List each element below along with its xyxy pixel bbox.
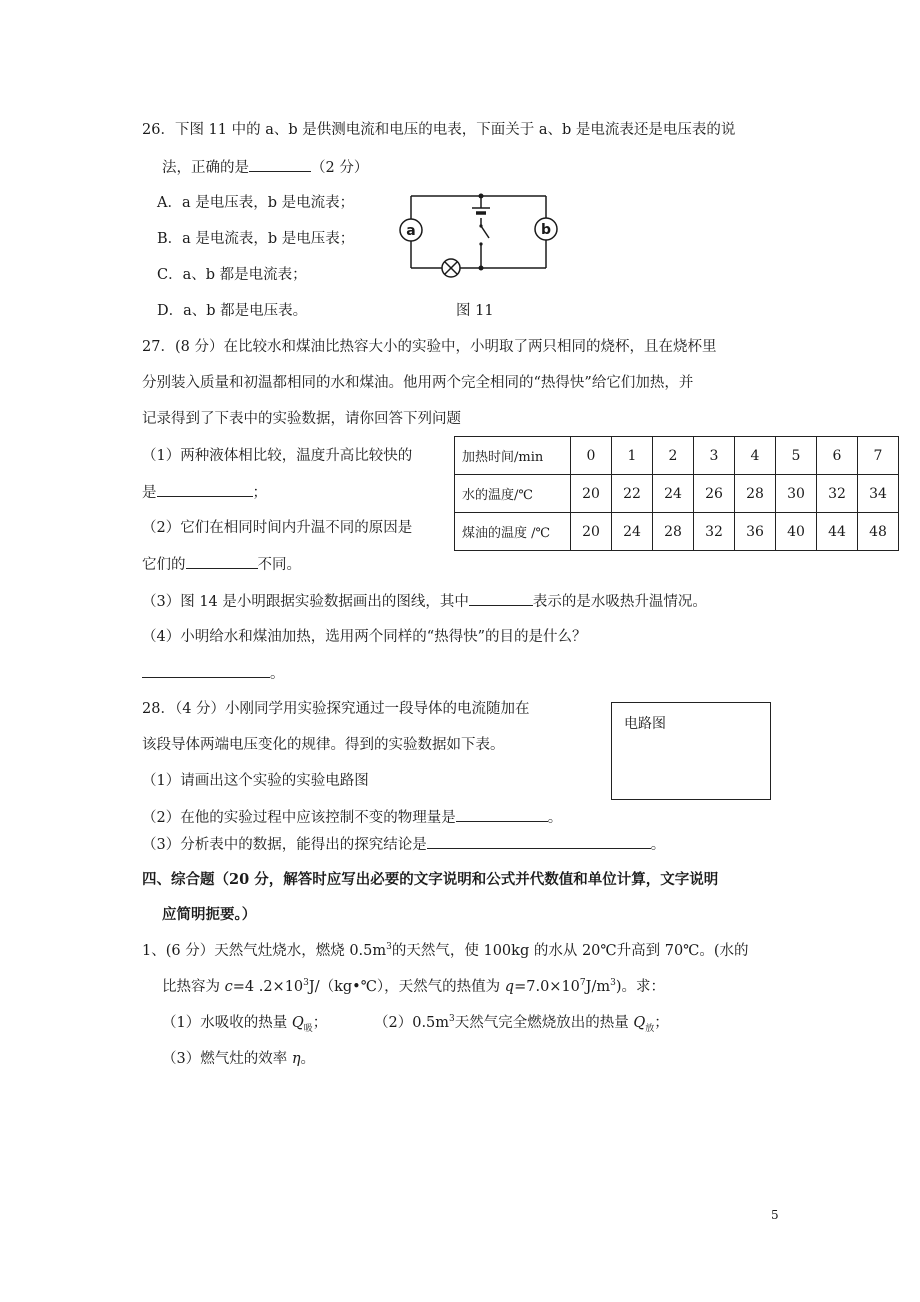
table-cell: 32: [694, 513, 735, 551]
table-cell: 24: [653, 475, 694, 513]
table-row-label: 加热时间/min: [455, 437, 571, 475]
meter-a-label: a: [406, 223, 416, 239]
junction-dot-bottom: [479, 266, 484, 271]
q28-part2-blank[interactable]: [456, 807, 548, 822]
table-cell: 28: [735, 475, 776, 513]
problem1-text: ；: [312, 1015, 328, 1031]
table-row: [455, 513, 899, 551]
subscript: 放: [645, 1023, 655, 1034]
table-cell: 26: [694, 475, 735, 513]
q28-part2-suffix: 。: [547, 810, 563, 826]
circuit-box-label: 电路图: [624, 716, 666, 732]
problem1-text: J/（kg•℃），天然气的热值为: [308, 979, 505, 995]
table-cell: 32: [817, 475, 858, 513]
switch-contact: [479, 242, 482, 245]
superscript: 3: [303, 978, 309, 989]
q28-part3: [142, 834, 665, 855]
table-cell: 40: [776, 513, 817, 551]
q27-data-table: [454, 436, 899, 551]
table-row-label: 煤油的温度 /℃: [455, 513, 571, 551]
symbol-c: c: [224, 979, 233, 995]
subscript: 吸: [303, 1023, 313, 1034]
q26-line2: [162, 157, 368, 178]
table-cell: 5: [776, 437, 817, 475]
symbol-Q: Q: [633, 1015, 646, 1031]
q26-option-b: B．a 是电流表，b 是电压表；: [157, 231, 355, 247]
symbol-q: q: [504, 979, 515, 995]
page-number: 5: [771, 1208, 779, 1222]
section4-heading-line2: 应简明扼要。）: [162, 906, 257, 923]
table-cell: 28: [653, 513, 694, 551]
table-cell: 44: [817, 513, 858, 551]
problem1-part3: [162, 1049, 315, 1069]
superscript: 7: [579, 978, 586, 989]
q27-part4-blank[interactable]: [142, 663, 270, 678]
q28-part3-prefix: （3）分析表中的数据，能得出的探究结论是: [142, 837, 427, 853]
table-cell: 4: [735, 437, 776, 475]
q27-part3-suffix: 表示的是水吸热升温情况。: [532, 594, 707, 610]
problem1-text: )。求：: [615, 979, 665, 995]
problem1-text: 1、(6 分）天然气灶烧水，燃烧 0.5m: [142, 943, 387, 959]
problem1-text: （1）水吸收的热量: [162, 1015, 292, 1031]
q27-part3: [142, 591, 707, 612]
table-cell: 0: [571, 437, 612, 475]
q27-part2-b: [142, 554, 301, 575]
problem1-text: 天然气完全燃烧放出的热量: [454, 1015, 634, 1031]
q28-part2-prefix: （2）在他的实验过程中应该控制不变的物理量是: [142, 810, 456, 826]
problem1-text: =4 .2×10: [232, 979, 304, 995]
problem1-text: ；: [654, 1015, 669, 1031]
q27-part1-b: [142, 482, 267, 503]
q26-option-d: D．a、b 都是电压表。: [157, 303, 308, 319]
q27-part2-prefix: 它们的: [142, 557, 186, 573]
q27-part2-blank[interactable]: [186, 554, 258, 569]
q27-part2-suffix: 不同。: [257, 557, 301, 573]
circuit-drawing-box[interactable]: [611, 702, 771, 800]
table-row: [455, 437, 899, 475]
table-row-label: 水的温度/℃: [455, 475, 571, 513]
q27-part1-blank[interactable]: [157, 482, 253, 497]
q26-answer-blank[interactable]: [249, 157, 311, 172]
table-cell: 48: [858, 513, 899, 551]
table-cell: 20: [571, 475, 612, 513]
problem1-line2: [162, 977, 665, 997]
table-cell: 7: [858, 437, 899, 475]
problem1-part2: [374, 1013, 669, 1033]
lamp-icon: [442, 259, 460, 277]
table-cell: 34: [858, 475, 899, 513]
table-cell: 22: [612, 475, 653, 513]
q28-part2: [142, 807, 562, 828]
q27-line3: 记录得到了下表中的实验数据，请你回答下列问题: [142, 411, 461, 427]
q26-line2-suffix: （2 分）: [311, 160, 369, 176]
q27-part4-answer: [142, 663, 285, 684]
q26-option-c: C．a、b 都是电流表；: [157, 267, 307, 283]
q28-line1: 28．（4 分）小刚同学用实验探究通过一段导体的电流随加在: [142, 701, 530, 717]
table-row: [455, 475, 899, 513]
meter-a: [400, 219, 422, 241]
q27-line1: 27．(8 分）在比较水和煤油比热容大小的实验中，小明取了两只相同的烧杯，且在烧杯里: [142, 339, 717, 355]
q27-line2: 分别装入质量和初温都相同的水和煤油。他用两个完全相同的“热得快”给它们加热，并: [142, 375, 694, 391]
q26-line1: 26．下图 11 中的 a、b 是供测电流和电压的电表，下面关于 a、b 是电流表还是电压表的说: [142, 122, 736, 138]
table-cell: 3: [694, 437, 735, 475]
q27-part3-blank[interactable]: [469, 591, 533, 606]
problem1-text: （2）0.5m: [374, 1015, 450, 1031]
problem1-text: J/m: [585, 979, 611, 995]
q27-part1-a: （1）两种液体相比较，温度升高比较快的: [142, 448, 413, 464]
meter-b: [535, 218, 557, 240]
table-cell: 20: [571, 513, 612, 551]
superscript: 3: [610, 978, 616, 989]
q28-part3-blank[interactable]: [427, 834, 651, 849]
problem1-part1: [162, 1013, 327, 1033]
section4-heading-line1: 四、综合题（20 分，解答时应写出必要的文字说明和公式并代数值和单位计算，文字说明: [142, 871, 719, 888]
meter-b-label: b: [540, 222, 552, 238]
q27-part4: （4）小明给水和煤油加热，选用两个同样的“热得快”的目的是什么？: [142, 629, 587, 645]
switch-pivot: [479, 224, 482, 227]
figure-11-caption: 图 11: [456, 303, 494, 319]
table-cell: 24: [612, 513, 653, 551]
problem1-text: 的天然气，使 100kg 的水从 20℃升高到 70℃。(水的: [391, 943, 749, 959]
superscript: 3: [449, 1014, 455, 1025]
superscript: 3: [386, 942, 392, 953]
problem1-text: （3）燃气灶的效率: [162, 1051, 292, 1067]
symbol-Q: Q: [291, 1015, 304, 1031]
problem1-text: 。: [300, 1051, 316, 1067]
table-cell: 2: [653, 437, 694, 475]
problem1-line1: [142, 941, 749, 961]
q28-line2: 该段导体两端电压变化的规律。得到的实验数据如下表。: [142, 737, 505, 753]
q26-option-a: A．a 是电压表，b 是电流表；: [157, 195, 355, 211]
circuit-diagram-figure: [396, 186, 561, 286]
q28-part1: （1）请画出这个实验的实验电路图: [142, 773, 369, 789]
problem1-text: 比热容为: [162, 979, 225, 995]
q27-part1-prefix: 是: [142, 485, 157, 501]
table-cell: 6: [817, 437, 858, 475]
q27-part3-prefix: （3）图 14 是小明跟据实验数据画出的图线，其中: [142, 594, 469, 610]
symbol-eta: η: [291, 1051, 301, 1067]
q27-part1-suffix: ；: [252, 485, 267, 501]
table-cell: 36: [735, 513, 776, 551]
q27-part4-end: 。: [270, 666, 285, 682]
table-cell: 30: [776, 475, 817, 513]
q28-part3-suffix: 。: [650, 837, 666, 853]
table-cell: 1: [612, 437, 653, 475]
q26-line2-prefix: 法，正确的是: [162, 160, 249, 176]
problem1-text: =7.0×10: [514, 979, 580, 995]
q27-part2-a: （2）它们在相同时间内升温不同的原因是: [142, 520, 413, 536]
junction-dot-top: [479, 194, 484, 199]
